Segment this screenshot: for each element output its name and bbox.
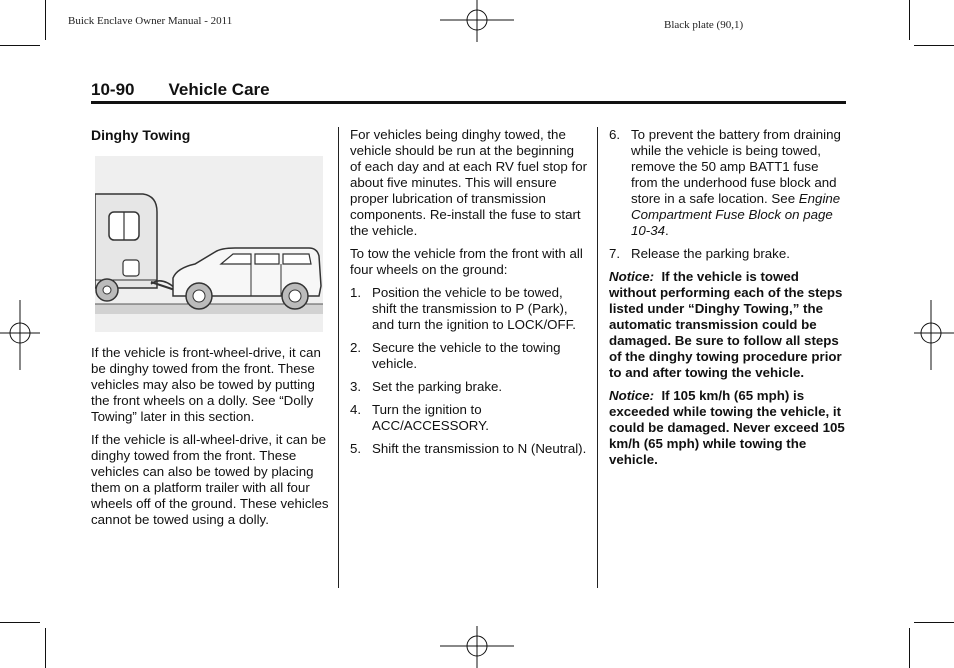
step-text: Set the parking brake. bbox=[372, 379, 503, 394]
step-number: 5. bbox=[350, 441, 362, 456]
registration-mark-icon bbox=[440, 0, 514, 44]
step-text: Shift the transmission to N (Neutral). bbox=[372, 441, 587, 456]
list-item bbox=[350, 285, 588, 333]
crop-mark bbox=[914, 45, 954, 46]
list-item bbox=[350, 379, 588, 395]
plate-label: Black plate (90,1) bbox=[664, 19, 744, 31]
section-title: Vehicle Care bbox=[168, 80, 270, 99]
list-item bbox=[609, 246, 847, 262]
cross-reference-link[interactable]: Engine Compartment Fuse Block on page 10-34 bbox=[631, 191, 841, 238]
page-title bbox=[91, 80, 270, 100]
column-3 bbox=[609, 127, 847, 475]
crop-mark bbox=[909, 628, 910, 668]
section-heading: Dinghy Towing bbox=[91, 127, 191, 143]
document-title: Buick Enclave Owner Manual - 2011 bbox=[68, 15, 233, 27]
step-number: 1. bbox=[350, 285, 362, 300]
paragraph: For vehicles being dinghy towed, the vehicle should be run at the beginning of each day and at each RV fuel stop for about five minutes. This will ensure proper lubrication of transmission components. Re-install the fuse to start the vehicle. bbox=[350, 127, 588, 238]
list-item bbox=[609, 127, 847, 239]
page-number: 10-90 bbox=[91, 80, 135, 99]
crop-mark bbox=[45, 0, 46, 40]
step-text: To prevent the battery from draining while the vehicle is being towed, remove the 50 amp BATT1 fuse from the underhood fuse block and store in a safe location. See bbox=[631, 127, 841, 206]
steps-list bbox=[609, 127, 847, 262]
column-divider bbox=[597, 127, 598, 588]
step-text: Position the vehicle to be towed, shift the transmission to P (Park), and turn the ignition to LOCK/OFF. bbox=[372, 285, 576, 332]
column-1 bbox=[91, 127, 329, 535]
notice-paragraph bbox=[609, 269, 847, 381]
punctuation: . bbox=[665, 223, 669, 238]
header-rule bbox=[91, 101, 846, 104]
steps-list bbox=[350, 285, 588, 457]
dinghy-towing-illustration bbox=[95, 156, 323, 332]
step-text: Secure the vehicle to the towing vehicle. bbox=[372, 340, 561, 371]
crop-mark bbox=[45, 628, 46, 668]
step-number: 3. bbox=[350, 379, 362, 394]
step-number: 2. bbox=[350, 340, 362, 355]
notice-text: If 105 km/h (65 mph) is exceeded while towing the vehicle, it could be damaged. Never exceed 105 km/h (65 mph) while towing the vehicle. bbox=[609, 388, 845, 467]
step-number: 7. bbox=[609, 246, 621, 261]
crop-mark bbox=[909, 0, 910, 40]
crop-mark bbox=[0, 622, 40, 623]
step-text: Release the parking brake. bbox=[631, 246, 790, 261]
step-number: 4. bbox=[350, 402, 362, 417]
notice-text: If the vehicle is towed without performing each of the steps listed under “Dinghy Towing,” the automatic transmission could be damaged. Be sure to follow all steps of the dinghy towing procedure prior to and after towing the vehicle. bbox=[609, 269, 843, 380]
rv-towing-car-icon bbox=[95, 156, 323, 332]
notice-paragraph bbox=[609, 388, 847, 468]
list-item bbox=[350, 402, 588, 434]
crop-mark bbox=[914, 622, 954, 623]
registration-mark-icon bbox=[0, 300, 42, 370]
list-item bbox=[350, 441, 588, 457]
list-item bbox=[350, 340, 588, 372]
notice-label: Notice: bbox=[609, 269, 655, 284]
paragraph: If the vehicle is front-wheel-drive, it can be dinghy towed from the front. These vehicles may also be towed by putting the front wheels on a dolly. See “Dolly Towing” later in this section. bbox=[91, 345, 321, 424]
paragraph: If the vehicle is all-wheel-drive, it can be dinghy towed from the front. These vehicles can also be towed by placing them on a platform trailer with all four wheels off of the ground. These vehicles cannot be towed using a dolly. bbox=[91, 432, 329, 527]
notice-label: Notice: bbox=[609, 388, 655, 403]
registration-mark-icon bbox=[440, 626, 514, 668]
column-2 bbox=[350, 127, 588, 464]
column-divider bbox=[338, 127, 339, 588]
paragraph: To tow the vehicle from the front with all four wheels on the ground: bbox=[350, 246, 583, 277]
step-text: Turn the ignition to ACC/ACCESSORY. bbox=[372, 402, 490, 433]
crop-mark bbox=[0, 45, 40, 46]
registration-mark-icon bbox=[912, 300, 954, 370]
step-number: 6. bbox=[609, 127, 621, 142]
